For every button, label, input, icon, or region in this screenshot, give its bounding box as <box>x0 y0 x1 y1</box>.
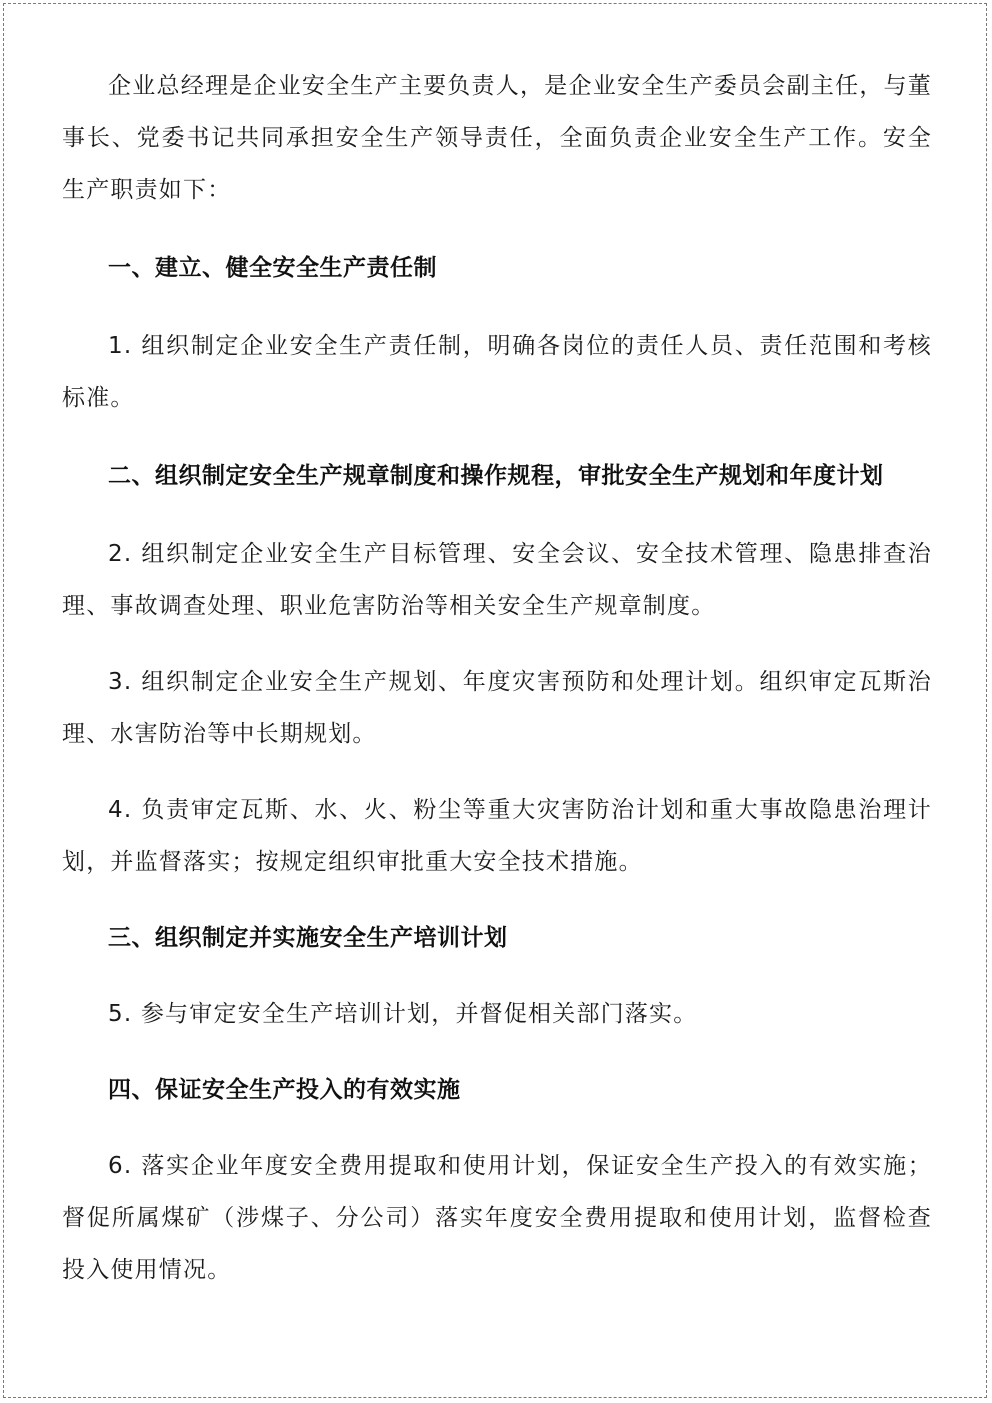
spacer <box>62 502 932 528</box>
section-heading-1: 一、建立、健全安全生产责任制 <box>108 255 437 281</box>
item-5: 5. 参与审定安全生产培训计划，并督促相关部门落实。 <box>108 1001 698 1027</box>
spacer <box>62 760 932 784</box>
spacer <box>62 888 932 912</box>
item-1: 1. 组织制定企业安全生产责任制，明确各岗位的责任人员、责任范围和考核标准。 <box>62 333 932 411</box>
intro-paragraph: 企业总经理是企业安全生产主要负责人，是企业安全生产委员会副主任，与董事长、党委书记共同承担安全生产领导责任，全面负责企业安全生产工作。安全生产职责如下： <box>62 73 932 203</box>
item-4: 4. 负责审定瓦斯、水、火、粉尘等重大灾害防治计划和重大事故隐患治理计划，并监督落实；按规定组织审批重大安全技术措施。 <box>62 797 932 875</box>
item-2: 2. 组织制定企业安全生产目标管理、安全会议、安全技术管理、隐患排查治理、事故调查处理、职业危害防治等相关安全生产规章制度。 <box>62 541 932 619</box>
spacer <box>62 1040 932 1064</box>
item-3: 3. 组织制定企业安全生产规划、年度灾害预防和处理计划。组织审定瓦斯治理、水害防治等中长期规划。 <box>62 669 932 747</box>
section-heading-3: 三、组织制定并实施安全生产培训计划 <box>108 925 508 951</box>
document-body <box>62 60 932 1296</box>
spacer <box>62 294 932 320</box>
spacer <box>62 632 932 656</box>
spacer <box>62 1116 932 1140</box>
spacer <box>62 216 932 242</box>
section-heading-4: 四、保证安全生产投入的有效实施 <box>108 1077 461 1103</box>
spacer <box>62 964 932 988</box>
spacer <box>62 424 932 450</box>
item-6: 6. 落实企业年度安全费用提取和使用计划，保证安全生产投入的有效实施；督促所属煤矿（涉煤子、分公司）落实年度安全费用提取和使用计划，监督检查投入使用情况。 <box>62 1153 932 1283</box>
section-heading-2: 二、组织制定安全生产规章制度和操作规程，审批安全生产规划和年度计划 <box>108 463 884 489</box>
